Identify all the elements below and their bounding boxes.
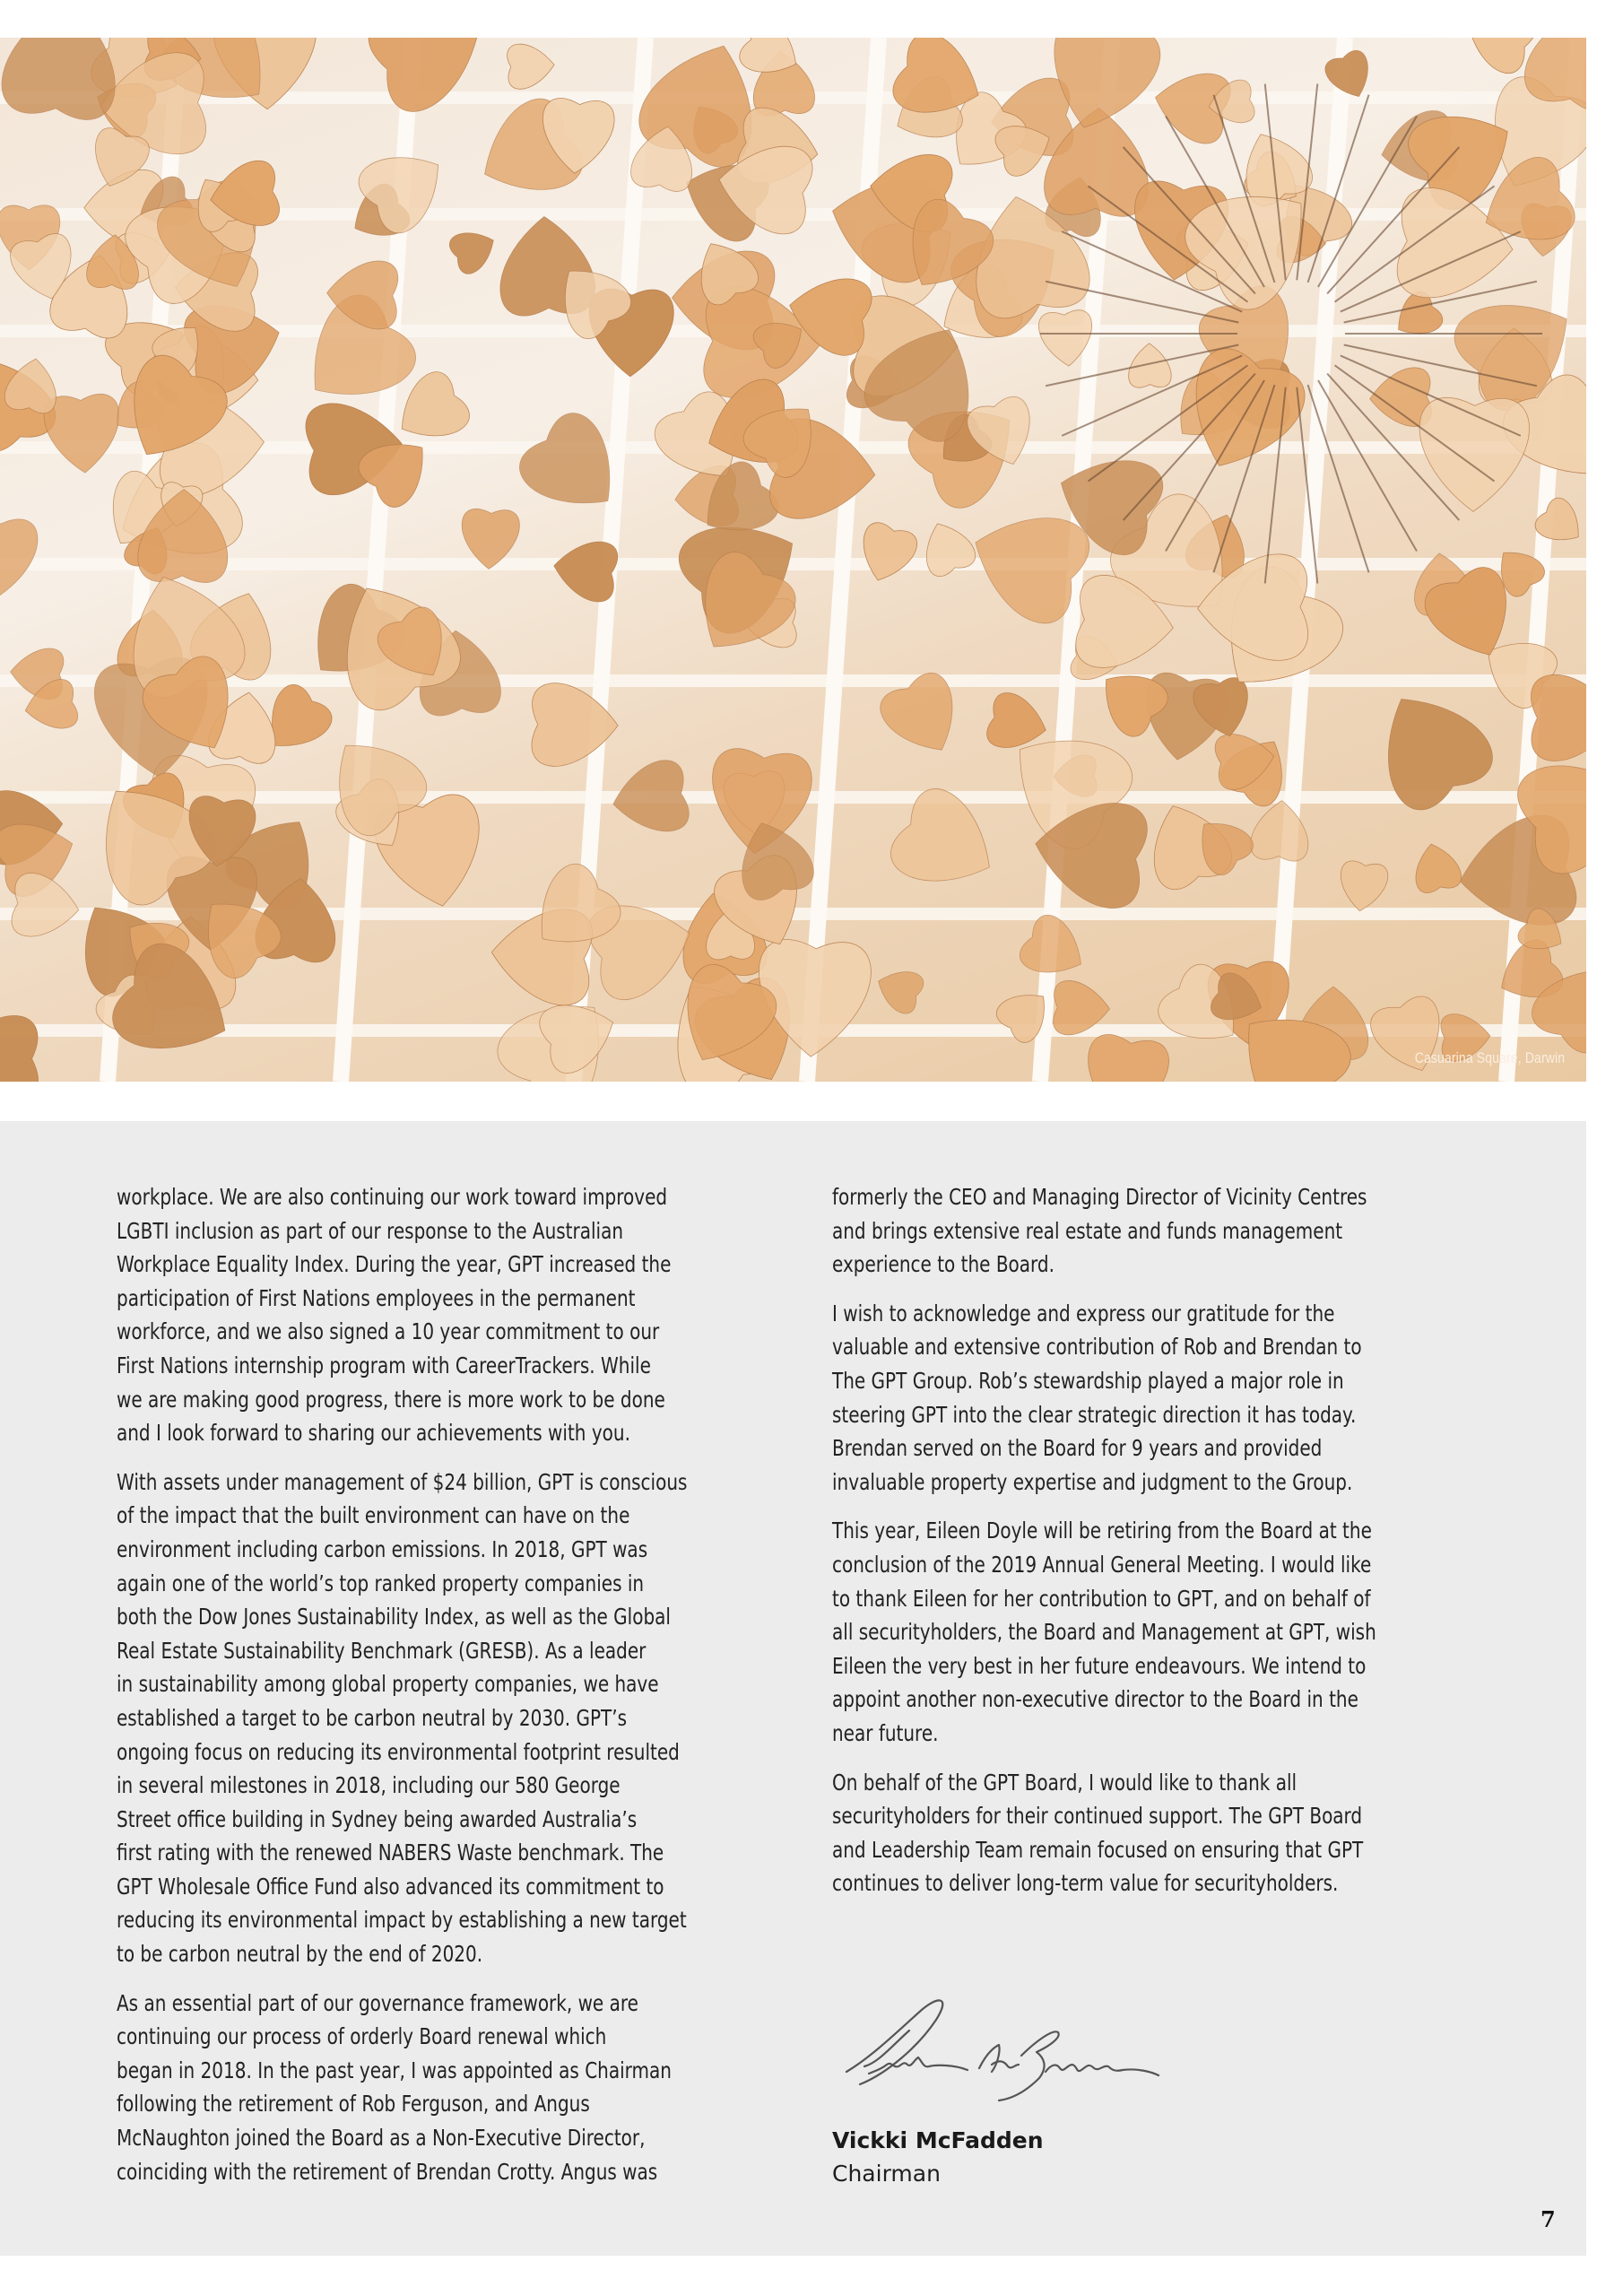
text-line: This year, Eileen Doyle will be retiring from the Board at the [832,1518,1372,1544]
text-line: in several milestones in 2018, including our 580 George [117,1772,621,1799]
text-line: experience to the Board. [832,1251,1055,1278]
paragraph [117,1987,798,2189]
text-line: securityholders for their continued support. The GPT Board [832,1803,1363,1830]
paragraph [117,1465,798,1971]
text-line: and brings extensive real estate and funds management [832,1217,1343,1244]
text-line: Real Estate Sustainability Benchmark (GRESB). As a leader [117,1637,647,1664]
text-line: participation of First Nations employees in the permanent [117,1284,636,1311]
text-line: both the Dow Jones Sustainability Index, as well as the Global [117,1604,671,1631]
signatory-name: Vickki McFadden [832,2127,1044,2153]
text-line: of the impact that the built environment can have on the [117,1502,630,1529]
text-line: Brendan served on the Board for 9 years and provided [832,1435,1323,1462]
text-line: and Leadership Team remain focused on ensuring that GPT [832,1836,1364,1863]
paragraph [832,1180,1514,1282]
text-line: steering GPT into the clear strategic direction it has today. [832,1401,1357,1428]
text-line: following the retirement of Rob Ferguson, and Angus [117,2091,590,2118]
paragraph [117,1180,798,1450]
text-line: established a target to be carbon neutral by 2030. GPT’s [117,1704,628,1731]
text-line: On behalf of the GPT Board, I would like to thank all [832,1769,1298,1796]
text-line: valuable and extensive contribution of Rob and Brendan to [832,1334,1362,1361]
text-line: appoint another non-executive director to the Board in the [832,1686,1358,1713]
signature [832,1993,1280,2105]
text-line: LGBTI inclusion as part of our response to the Australian [117,1217,624,1244]
text-line: ongoing focus on reducing its environmental footprint resulted [117,1738,680,1765]
photo-caption: Casuarina Square, Darwin [1414,1049,1565,1066]
text-line: first rating with the renewed NABERS Waste benchmark. The [117,1839,664,1866]
text-line: As an essential part of our governance framework, we are [117,1989,638,2016]
text-line: all securityholders, the Board and Management at GPT, wish [832,1619,1376,1646]
signatory-title: Chairman [832,2161,941,2187]
text-line: near future. [832,1719,939,1746]
text-line: continues to deliver long-term value for securityholders. [832,1870,1339,1897]
text-line: GPT Wholesale Office Fund also advanced its commitment to [117,1873,664,1900]
handwritten-signature-image [838,1993,1169,2105]
text-line: to be carbon neutral by the end of 2020. [117,1941,483,1968]
text-line: Eileen the very best in her future endeavours. We intend to [832,1652,1367,1679]
text-line: workplace. We are also continuing our work toward improved [117,1184,668,1210]
paragraph [832,1514,1514,1750]
text-line: With assets under management of $24 billion, GPT is conscious [117,1468,688,1495]
hero-photo [0,38,1586,1082]
text-line: McNaughton joined the Board as a Non-Executive Director, [117,2125,646,2152]
text-line: coinciding with the retirement of Brendan Crotty. Angus was [117,2158,658,2185]
text-line: invaluable property expertise and judgment to the Group. [832,1468,1353,1495]
text-line: conclusion of the 2019 Annual General Meeting. I would like [832,1551,1372,1578]
text-line: continuing our process of orderly Board renewal which [117,2023,607,2050]
text-line: formerly the CEO and Managing Director of Vicinity Centres [832,1184,1367,1210]
paragraph [832,1297,1514,1500]
text-line: The GPT Group. Rob’s stewardship played a major role in [832,1367,1344,1394]
page-number: 7 [1541,2206,1556,2232]
text-line: we are making good progress, there is more work to be done [117,1386,665,1413]
text-line: and I look forward to sharing our achievements with you. [117,1420,630,1447]
right-column [832,1180,1514,1916]
text-line: in sustainability among global property companies, we have [117,1671,659,1698]
leaf-sculpture-image [0,38,1586,1082]
text-line: reducing its environmental impact by establishing a new target [117,1907,687,1934]
text-line: began in 2018. In the past year, I was appointed as Chairman [117,2057,672,2083]
text-line: again one of the world’s top ranked property companies in [117,1570,645,1596]
text-line: workforce, and we also signed a 10 year commitment to our [117,1318,660,1345]
text-line: I wish to acknowledge and express our gratitude for the [832,1300,1335,1326]
left-column [117,1180,798,2204]
paragraph [832,1766,1514,1900]
text-line: First Nations internship program with CareerTrackers. While [117,1352,651,1378]
text-line: Street office building in Sydney being awarded Australia’s [117,1805,638,1832]
text-line: Workplace Equality Index. During the year, GPT increased the [117,1251,672,1278]
text-line: to thank Eileen for her contribution to GPT, and on behalf of [832,1585,1371,1612]
text-line: environment including carbon emissions. In 2018, GPT was [117,1535,648,1562]
